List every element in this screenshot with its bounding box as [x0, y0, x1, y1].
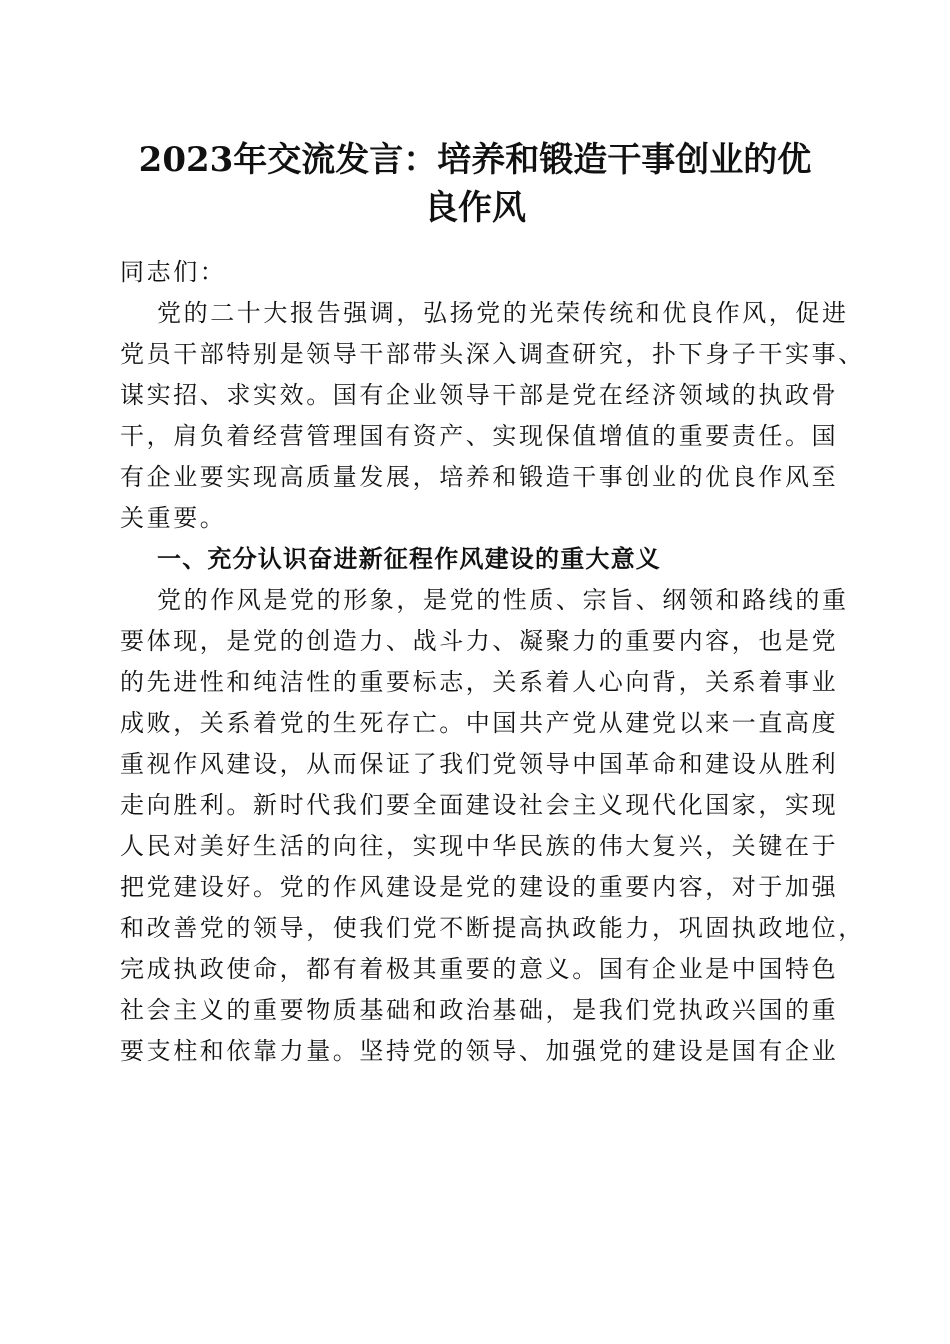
paragraph-line: 党的作风是党的形象，是党的性质、宗旨、纲领和路线的重	[157, 586, 849, 614]
paragraph-line: 谋实招、求实效。国有企业领导干部是党在经济领域的执政骨	[120, 381, 839, 409]
paragraph-line: 社会主义的重要物质基础和政治基础，是我们党执政兴国的重	[120, 996, 839, 1024]
document-body	[120, 252, 865, 1072]
section-heading: 一、充分认识奋进新征程作风建设的重大意义	[157, 545, 661, 573]
paragraph-line: 完成执政使命，都有着极其重要的意义。国有企业是中国特色	[120, 955, 839, 983]
paragraph-line: 党的二十大报告强调，弘扬党的光荣传统和优良作风，促进	[157, 299, 849, 327]
title-line: 2023年交流发言：培养和锻造干事创业的优	[138, 140, 812, 180]
paragraph-line: 有企业要实现高质量发展，培养和锻造干事创业的优良作风至	[120, 463, 839, 491]
paragraph-line: 把党建设好。党的作风建设是党的建设的重要内容，对于加强	[120, 873, 839, 901]
paragraph-line: 重视作风建设，从而保证了我们党领导中国革命和建设从胜利	[120, 750, 839, 778]
paragraph-line: 人民对美好生活的向往，实现中华民族的伟大复兴，关键在于	[120, 832, 839, 860]
paragraph-line: 走向胜利。新时代我们要全面建设社会主义现代化国家，实现	[120, 791, 839, 819]
paragraph-line: 关重要。	[120, 504, 227, 532]
paragraph-line: 党员干部特别是领导干部带头深入调查研究，扑下身子干实事、	[120, 340, 865, 368]
paragraph-line: 要体现，是党的创造力、战斗力、凝聚力的重要内容，也是党	[120, 627, 839, 655]
document-title	[120, 136, 830, 232]
paragraph-line: 的先进性和纯洁性的重要标志，关系着人心向背，关系着事业	[120, 668, 839, 696]
paragraph-line: 和改善党的领导，使我们党不断提高执政能力，巩固执政地位，	[120, 914, 865, 942]
title-line: 良作风	[424, 188, 526, 228]
paragraph-line: 干，肩负着经营管理国有资产、实现保值增值的重要责任。国	[120, 422, 839, 450]
paragraph-line: 成败，关系着党的生死存亡。中国共产党从建党以来一直高度	[120, 709, 839, 737]
paragraph-line: 要支柱和依靠力量。坚持党的领导、加强党的建设是国有企业	[120, 1037, 839, 1065]
salutation: 同志们：	[120, 258, 227, 286]
